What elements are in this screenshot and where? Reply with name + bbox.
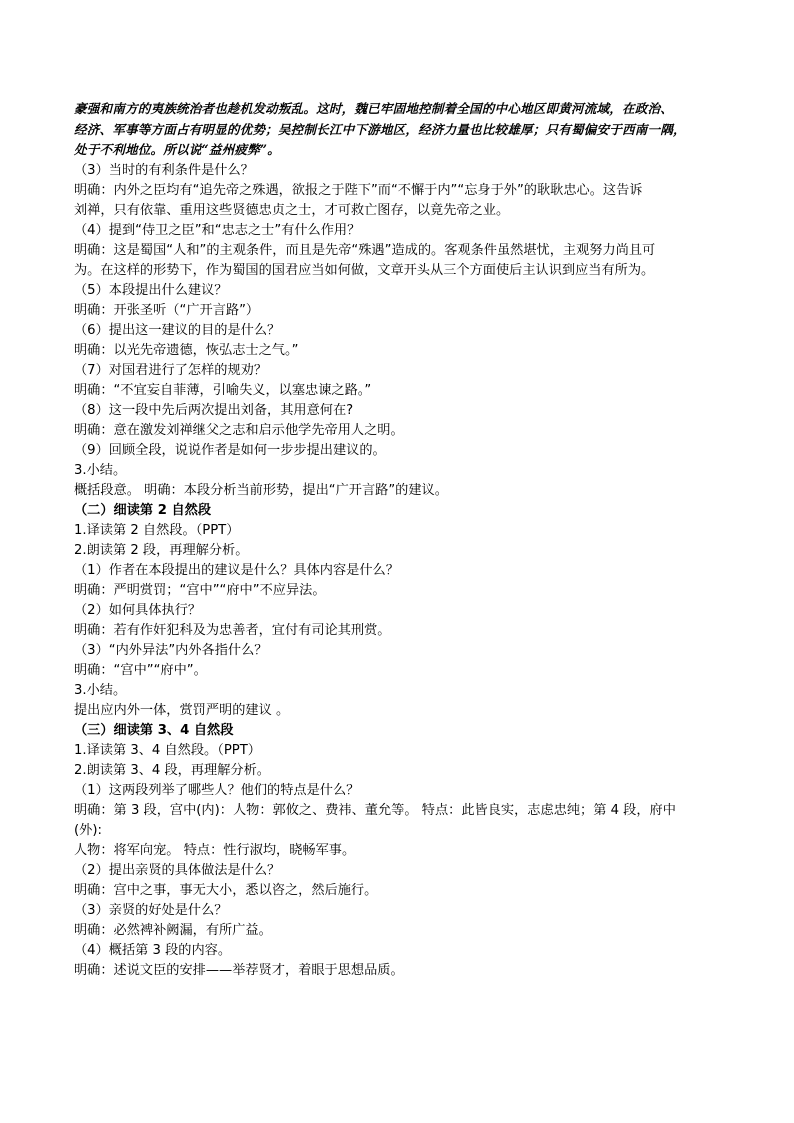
text-line: 2.朗读第 3、4 段，再理解分析。 <box>74 762 270 778</box>
text-line: 为。在这样的形势下，作为蜀国的国君应当如何做，文章开头从三个方面使后主认识到应当有所为。 <box>74 262 655 278</box>
text-line: 明确：严明赏罚；“宫中”“府中”不应异法。 <box>74 582 326 598</box>
text-line: 概括段意。 明确：本段分析当前形势，提出“广开言路”的建议。 <box>74 482 448 498</box>
text-line: 明确：内外之臣均有“追先帝之殊遇，欲报之于陛下”而“不懈于内”“忘身于外”的耿耿忠心。这告诉 <box>74 182 643 198</box>
text-line: （6）提出这一建议的目的是什么？ <box>74 322 281 338</box>
text-line: 人物：将军向宠。 特点：性行淑均，晓畅军事。 <box>74 842 356 858</box>
text-line: （9）回顾全段，说说作者是如何一步步提出建议的。 <box>74 442 386 458</box>
text-line: 明确：宫中之事，事无大小，悉以咨之，然后施行。 <box>74 882 378 898</box>
section-heading: （三）细读第 3、4 自然段 <box>74 722 234 738</box>
text-line: （3）亲贤的好处是什么？ <box>74 902 228 918</box>
intro-text-line: 经济、军事等方面占有明显的优势；吴控制长江中下游地区，经济力量也比较雄厚；只有蜀偏安于西南一隅， <box>74 121 686 137</box>
text-line: 明确：以光先帝遗德，恢弘志士之气。” <box>74 342 299 358</box>
text-line: 明确：“不宜妄自菲薄，引喻失义，以塞忠谏之路。” <box>74 382 372 398</box>
section-heading: （二）细读第 2 自然段 <box>74 502 212 518</box>
intro-text-line: 豪强和南方的夷族统治者也趁机发动叛乱。这时，魏已牢固地控制着全国的中心地区即黄河流域，在政治、 <box>74 101 673 116</box>
text-line: 3.小结。 <box>74 462 127 478</box>
text-line: 明确：开张圣听（“广开言路”） <box>74 302 260 318</box>
text-line: （1）作者在本段提出的建议是什么？具体内容是什么？ <box>74 562 399 578</box>
text-line: （3）当时的有利条件是什么？ <box>74 162 254 178</box>
text-line: （5）本段提出什么建议？ <box>74 282 228 298</box>
text-line: 3.小结。 <box>74 682 127 698</box>
text-line: 1.译读第 3、4 自然段。（PPT） <box>74 742 261 758</box>
text-line: （2）提出亲贤的具体做法是什么？ <box>74 862 281 878</box>
text-line: 提出应内外一体，赏罚严明的建议 。 <box>74 702 290 718</box>
text-line: 2.朗读第 2 段，再理解分析。 <box>74 542 249 558</box>
text-line: （4）提到“侍卫之臣”和“忠志之士”有什么作用？ <box>74 222 361 238</box>
text-line: 明确：述说文臣的安排——举荐贤才，着眼于思想品质。 <box>74 962 404 978</box>
text-line: （3）“内外异法”内外各指什么？ <box>74 642 268 658</box>
document-page <box>74 99 730 981</box>
text-line: 刘禅，只有依靠、重用这些贤德忠贞之士，才可救亡图存，以竟先帝之业。 <box>74 202 510 218</box>
text-line: （1）这两段列举了哪些人？他们的特点是什么？ <box>74 782 360 798</box>
text-line: 明确：若有作奸犯科及为忠善者，宜付有司论其刑赏。 <box>74 622 391 638</box>
text-line: 明确：这是蜀国“人和”的主观条件，而且是先帝“殊遇”造成的。客观条件虽然堪忧，主观努力尚且可 <box>74 242 656 258</box>
text-line: （2）如何具体执行？ <box>74 602 202 618</box>
text-line: 明确：必然裨补阙漏，有所广益。 <box>74 922 272 938</box>
text-line: 明确：“宫中”“府中”。 <box>74 662 207 678</box>
text-line: 1.译读第 2 自然段。（PPT） <box>74 522 240 538</box>
text-line: 明确：第 3 段，宫中(内)：人物：郭攸之、费祎、董允等。 特点：此皆良实，志虑忠纯；第 4 段，府中 <box>74 802 676 818</box>
text-line: （4）概括第 3 段的内容。 <box>74 942 232 958</box>
text-line: (外): <box>74 822 102 838</box>
text-line: （8）这一段中先后两次提出刘备，其用意何在? <box>74 402 354 418</box>
intro-text-line: 处于不利地位。所以说“益州疲弊”。 <box>74 142 280 157</box>
text-line: （7）对国君进行了怎样的规劝？ <box>74 362 268 378</box>
text-line: 明确：意在激发刘禅继父之志和启示他学先帝用人之明。 <box>74 422 404 438</box>
